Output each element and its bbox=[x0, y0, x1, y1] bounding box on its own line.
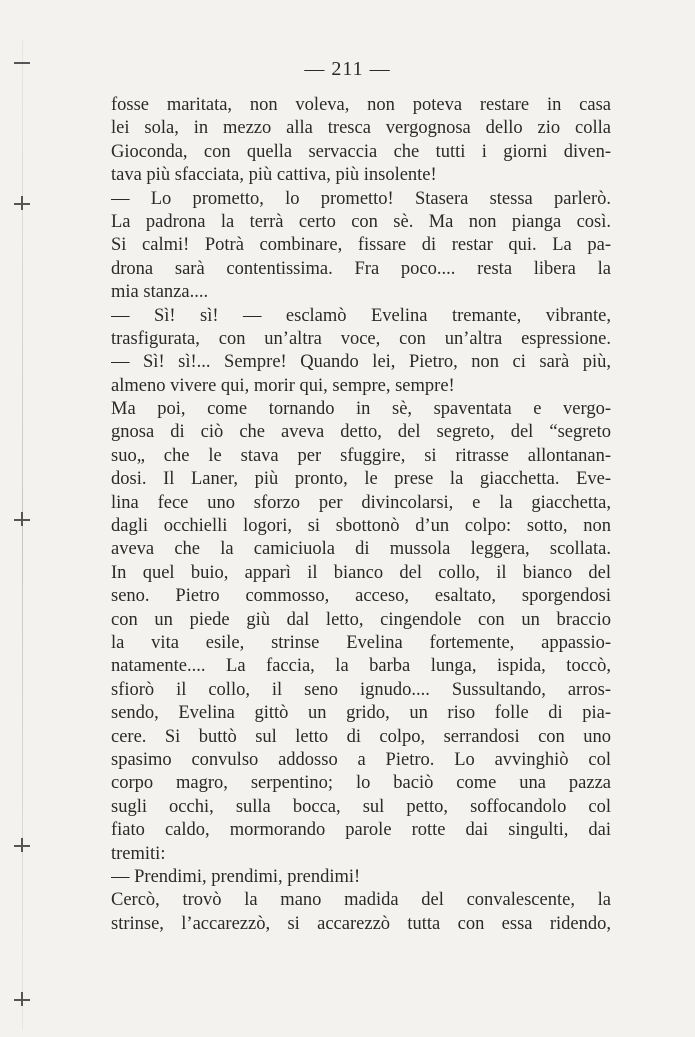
text-line: lina fece uno sforzo per divincolarsi, e la giacchetta, bbox=[111, 492, 611, 513]
text-line: dagli occhielli logori, si sbottonò d’un colpo: sotto, non bbox=[111, 516, 611, 537]
text-line: Si calmi! Potrà combinare, fissare di restar qui. La pa- bbox=[111, 235, 611, 256]
body-text bbox=[111, 94, 611, 936]
text-line: La padrona la terrà certo con sè. Ma non pianga così. bbox=[111, 211, 611, 232]
text-line: tremiti: bbox=[111, 843, 166, 864]
text-line: — Sì! sì! — esclamò Evelina tremante, vibrante, bbox=[111, 305, 611, 326]
text-line: lei sola, in mezzo alla tresca vergognosa dello zio colla bbox=[111, 118, 611, 139]
binding-edge bbox=[22, 40, 23, 1030]
text-line: cere. Si buttò sul letto di colpo, serrandosi con uno bbox=[111, 726, 611, 747]
text-line: fosse maritata, non voleva, non poteva restare in casa bbox=[111, 95, 611, 115]
text-line: strinse, l’accarezzò, si accarezzò tutta con essa ridendo, bbox=[111, 913, 611, 934]
text-line: aveva che la camiciuola di mussola leggera, scollata. bbox=[111, 539, 611, 560]
text-line: dosi. Il Laner, più pronto, le prese la giacchetta. Eve- bbox=[111, 469, 611, 490]
text-line: suo„ che le stava per sfuggire, si ritrasse allontanan- bbox=[111, 445, 611, 466]
text-line: trasfigurata, con un’altra voce, con un’altra espressione. bbox=[111, 328, 611, 349]
gutter-mark bbox=[14, 203, 30, 205]
text-line: mia stanza.... bbox=[111, 282, 209, 303]
text-line: la vita esile, strinse Evelina fortemente, appassio- bbox=[111, 632, 611, 653]
text-line: con un piede giù dal letto, cingendole con un braccio bbox=[111, 609, 611, 630]
text-line: spasimo convulso addosso a Pietro. Lo avvinghiò col bbox=[111, 749, 611, 770]
page-number: — 211 — bbox=[304, 58, 391, 80]
text-line: — Prendimi, prendimi, prendimi! bbox=[111, 866, 361, 887]
text-line: sugli occhi, sulla bocca, sul petto, soffocandolo col bbox=[111, 796, 611, 817]
text-line: — Lo prometto, lo prometto! Stasera stessa parlerò. bbox=[111, 188, 611, 209]
gutter-mark bbox=[14, 999, 30, 1001]
gutter-mark bbox=[14, 845, 30, 847]
gutter-mark bbox=[14, 519, 30, 521]
text-line: almeno vivere qui, morir qui, sempre, sempre! bbox=[111, 375, 455, 396]
text-line: sfiorò il collo, il seno ignudo.... Sussultando, arros- bbox=[111, 679, 611, 700]
text-line: tava più sfacciata, più cattiva, più insolente! bbox=[111, 165, 437, 186]
text-line: seno. Pietro commosso, acceso, esaltato, sporgendosi bbox=[111, 586, 611, 607]
text-line: Gioconda, con quella servaccia che tutti i giorni diven- bbox=[111, 141, 611, 162]
text-line: Cercò, trovò la mano madida del convalescente, la bbox=[111, 890, 611, 911]
text-line: — Sì! sì!... Sempre! Quando lei, Pietro, non ci sarà più, bbox=[111, 352, 611, 373]
text-line: In quel buio, apparì il bianco del collo, il bianco del bbox=[111, 562, 611, 583]
text-line: fiato caldo, mormorando parole rotte dai singulti, dai bbox=[111, 820, 611, 841]
text-line: Ma poi, come tornando in sè, spaventata e vergo- bbox=[111, 399, 611, 420]
text-line: drona sarà contentissima. Fra poco.... resta libera la bbox=[111, 258, 611, 279]
text-line: sendo, Evelina gittò un grido, un riso folle di pia- bbox=[111, 703, 611, 724]
text-line: natamente.... La faccia, la barba lunga, ispida, toccò, bbox=[111, 656, 611, 677]
text-line: gnosa di ciò che aveva detto, del segreto, del “segreto bbox=[111, 422, 611, 443]
text-line: corpo magro, serpentino; lo baciò come una pazza bbox=[111, 773, 611, 794]
